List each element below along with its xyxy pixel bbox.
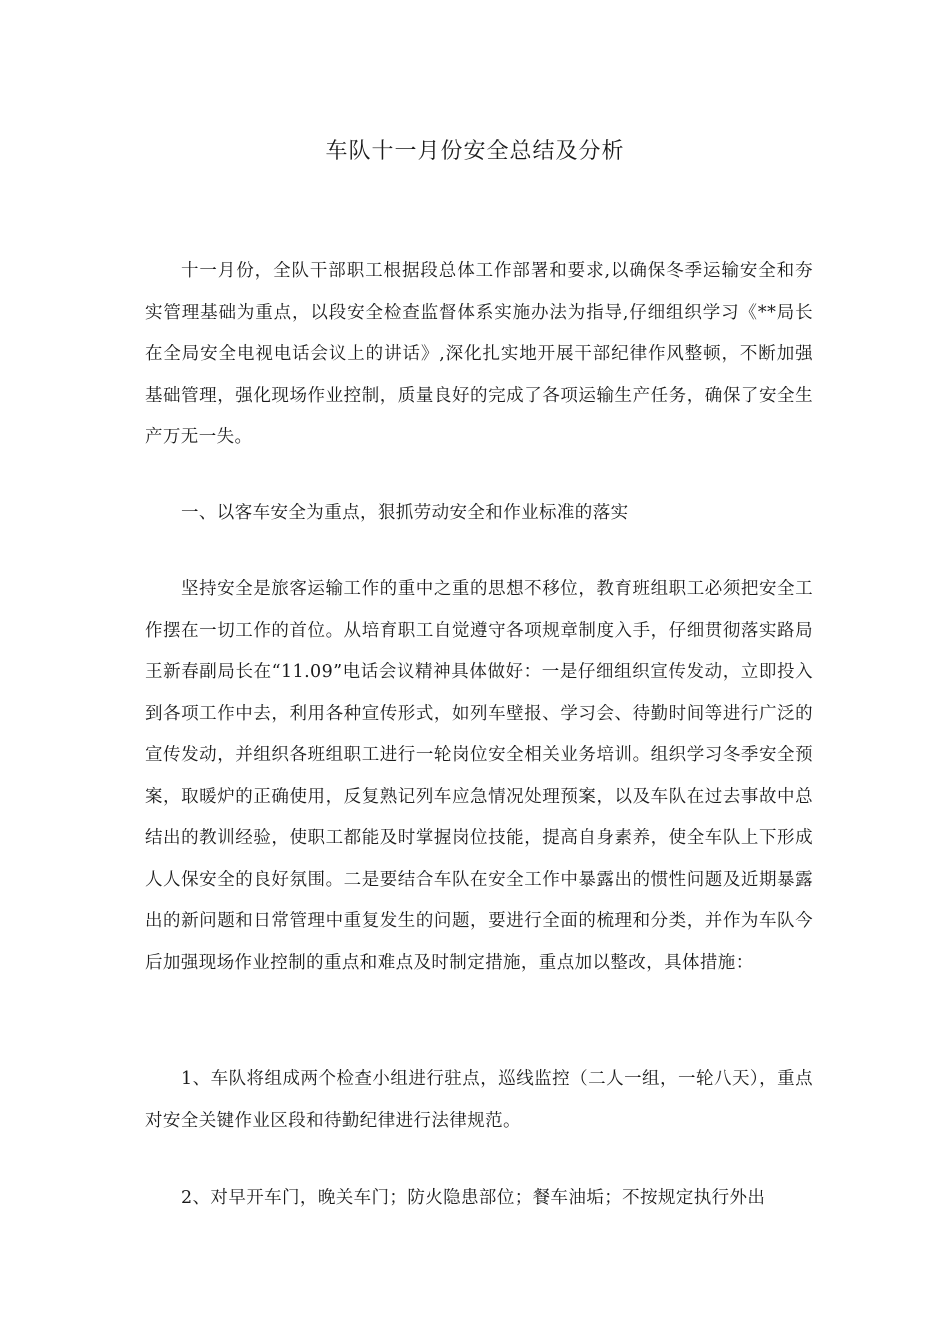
measure-item-1: 1、车队将组成两个检查小组进行驻点，巡线监控（二人一组，一轮八天），重点对安全关键作业区段和待勤纪律进行法律规范。 xyxy=(145,1069,813,1131)
intro-paragraph: 十一月份，全队干部职工根据段总体工作部署和要求,以确保冬季运输安全和夯实管理基础为重点，以段安全检查监督体系实施办法为指导,仔细组织学习《**局长在全局安全电视电话会议上的讲话》,深化扎实地开展干部纪律作风整顿，不断加强基础管理，强化现场作业控制，质量良好的完成了各项运输生产任务，确保了安全生产万无一失。 xyxy=(145,261,813,447)
measure-item-2: 2、对早开车门，晚关车门；防火隐患部位；餐车油垢；不按规定执行外出 xyxy=(181,1188,766,1208)
document-title: 车队十一月份安全总结及分析 xyxy=(325,139,625,164)
section-1-paragraph: 坚持安全是旅客运输工作的重中之重的思想不移位，教育班组职工必须把安全工作摆在一切工作的首位。从培育职工自觉遵守各项规章制度入手，仔细贯彻落实路局王新春副局长在“11.09”电话会议精神具体做好：一是仔细组织宣传发动，立即投入到各项工作中去，利用各种宣传形式，如列车壁报、学习会、待勤时间等进行广泛的宣传发动，并组织各班组职工进行一轮岗位安全相关业务培训。组织学习冬季安全预案，取暖炉的正确使用，反复熟记列车应急情况处理预案，以及车队在过去事故中总结出的教训经验，使职工都能及时掌握岗位技能，提高自身素养，使全车队上下形成人人保安全的良好氛围。二是要结合车队在安全工作中暴露出的惯性问题及近期暴露出的新问题和日常管理中重复发生的问题，要进行全面的梳理和分类，并作为车队今后加强现场作业控制的重点和难点及时制定措施，重点加以整改，具体措施： xyxy=(145,579,813,973)
section-heading-1: 一、以客车安全为重点，狠抓劳动安全和作业标准的落实 xyxy=(181,503,629,523)
